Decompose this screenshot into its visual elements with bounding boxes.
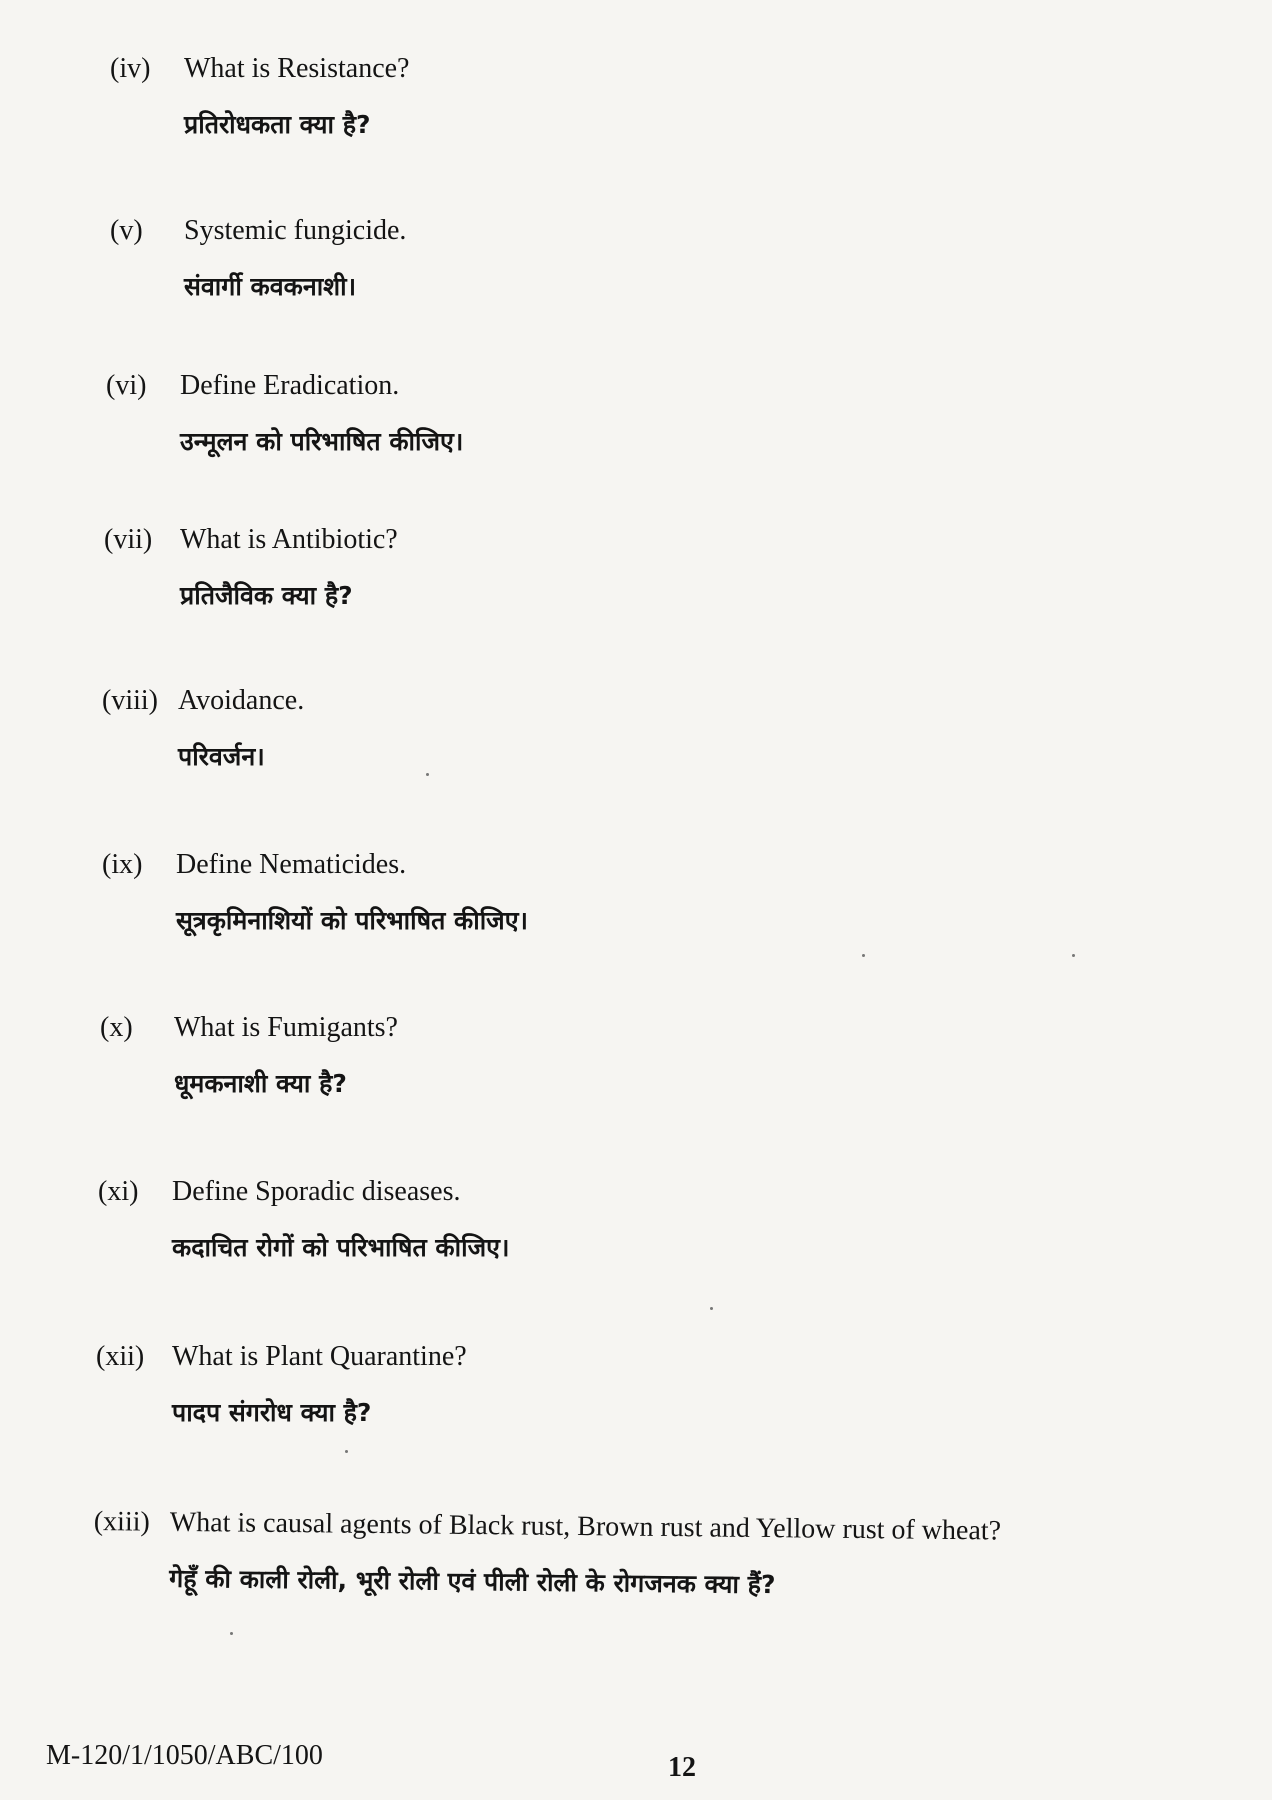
question-english: What is Fumigants? [174,1012,398,1043]
question-hindi: प्रतिजैविक क्या है? [180,581,353,610]
question-hindi: सूत्रकृमिनाशियों को परिभाषित कीजिए। [176,906,529,935]
question-english: Avoidance. [178,685,305,716]
question-hindi: पादप संगरोध क्या है? [172,1398,372,1427]
question-english: What is causal agents of Black rust, Brown rust and Yellow rust of wheat? [169,1506,1002,1547]
question-english: What is Resistance? [184,53,410,84]
question-number: (v) [110,215,143,246]
stray-mark [230,1632,233,1635]
question-english: Define Nematicides. [176,849,407,880]
question-english: Define Eradication. [180,370,400,401]
stray-mark [1072,954,1075,957]
paper-code: M-120/1/1050/ABC/100 [46,1740,323,1771]
question-number: (xii) [96,1341,145,1372]
question-hindi: संवार्गी कवकनाशी। [184,272,357,301]
question-hindi: गेहूँ की काली रोली, भूरी रोली एवं पीली रोली के रोगजनक क्या हैं? [169,1563,776,1600]
question-hindi: परिवर्जन। [178,742,265,771]
question-number: (xi) [98,1176,139,1207]
question-number: (vi) [106,370,147,401]
stray-mark [345,1450,348,1453]
stray-mark [710,1307,713,1310]
question-number: (ix) [102,849,143,880]
question-english: What is Plant Quarantine? [172,1341,467,1372]
question-english: Systemic fungicide. [184,215,407,246]
question-number: (x) [100,1012,133,1043]
question-hindi: उन्मूलन को परिभाषित कीजिए। [180,427,464,456]
question-english: What is Antibiotic? [180,524,398,555]
question-number: (iv) [110,53,151,84]
stray-mark [426,773,429,776]
question-hindi: प्रतिरोधकता क्या है? [184,110,371,139]
page-number: 12 [668,1752,696,1783]
question-english: Define Sporadic diseases. [172,1176,461,1207]
stray-mark [862,954,865,957]
question-hindi: धूमकनाशी क्या है? [174,1069,347,1098]
question-number: (vii) [104,524,153,555]
question-hindi: कदाचित रोगों को परिभाषित कीजिए। [172,1233,510,1262]
question-number: (xiii) [93,1506,150,1538]
question-number: (viii) [102,685,158,716]
